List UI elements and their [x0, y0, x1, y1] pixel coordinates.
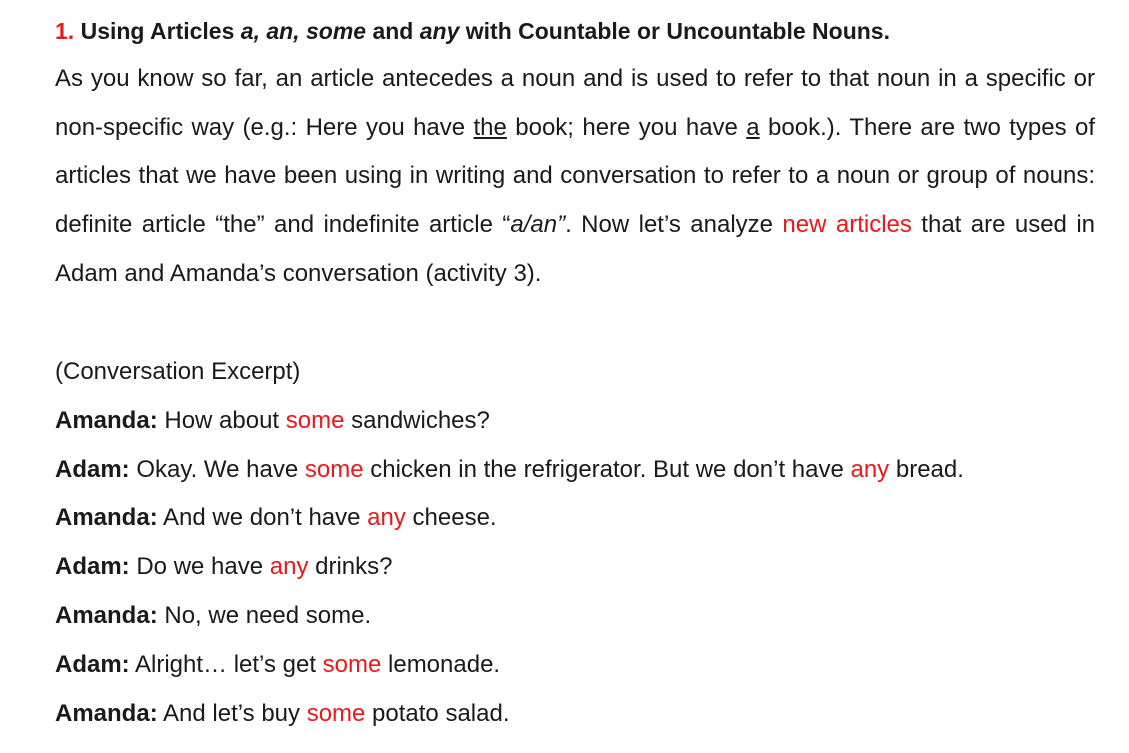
dialogue-text: Okay. We have	[129, 456, 305, 483]
dialogue-text: chicken in the refrigerator. But we don’t have	[363, 456, 851, 483]
dialogue-line	[55, 552, 393, 582]
dialogue-text: Alright… let’s get	[129, 651, 323, 678]
article-highlight: any	[850, 456, 890, 483]
article-highlight: some	[322, 651, 382, 678]
underlined-a: a	[746, 114, 760, 141]
heading-number: 1.	[55, 18, 75, 44]
dialogue-line	[55, 699, 509, 729]
speaker-name: Amanda:	[55, 504, 158, 531]
dialogue-text: And let’s buy	[157, 700, 307, 727]
dialogue-text: cheese.	[405, 504, 497, 531]
dialogue-line	[55, 601, 371, 631]
intro-line-3: articles that we have been using in writing and conversation to refer to a noun or group of nouns:	[55, 162, 1095, 189]
excerpt-title: (Conversation Excerpt)	[55, 358, 301, 385]
dialogue-text: sandwiches?	[344, 407, 490, 434]
dialogue-line	[55, 503, 497, 533]
dialogue-text: drinks?	[308, 553, 393, 580]
speaker-name: Amanda:	[55, 407, 158, 434]
intro-line-2	[55, 113, 1095, 143]
intro-line-4-text-a: definite article “the” and indefinite article “	[55, 211, 511, 238]
speaker-name: Adam:	[55, 456, 130, 483]
speaker-name: Amanda:	[55, 700, 158, 727]
dialogue-line	[55, 650, 500, 680]
speaker-name: Adam:	[55, 553, 130, 580]
article-highlight: some	[304, 456, 364, 483]
intro-line-2-text-a: non-specific way (e.g.: Here you have	[55, 114, 474, 141]
underlined-the: the	[473, 114, 507, 141]
dialogue-text: No, we need some.	[157, 602, 372, 629]
intro-line-4-text-c: that are used in	[911, 211, 1095, 238]
article-highlight: any	[367, 504, 406, 531]
section-heading	[55, 16, 890, 46]
heading-emphasis-1: a, an, some	[240, 18, 367, 44]
article-highlight: some	[285, 407, 345, 434]
heading-text-3: with Countable or Uncountable Nouns.	[459, 18, 890, 44]
heading-text-1: Using Articles	[80, 18, 241, 44]
intro-line-2-text-b: book; here you have	[506, 114, 747, 141]
new-articles-highlight: new articles	[782, 211, 912, 238]
intro-line-4	[55, 210, 1095, 240]
heading-emphasis-2: any	[419, 18, 460, 44]
dialogue-text: bread.	[889, 456, 964, 483]
speaker-name: Amanda:	[55, 602, 158, 629]
intro-line-4-text-b: . Now let’s analyze	[565, 211, 783, 238]
dialogue-text: Do we have	[129, 553, 270, 580]
speaker-name: Adam:	[55, 651, 130, 678]
intro-line-4-emphasis: a/an”	[510, 211, 566, 238]
intro-line-1: As you know so far, an article antecedes a noun and is used to refer to that noun in a specific or	[55, 65, 1095, 92]
article-highlight: some	[306, 700, 366, 727]
intro-line-5: Adam and Amanda’s conversation (activity 3).	[55, 260, 542, 287]
intro-line-2-text-c: book.). There are two types of	[759, 114, 1095, 141]
dialogue-text: lemonade.	[381, 651, 501, 678]
heading-text-2: and	[366, 18, 420, 44]
dialogue-text: And we don’t have	[157, 504, 368, 531]
dialogue-text: potato salad.	[365, 700, 510, 727]
dialogue-text: How about	[157, 407, 286, 434]
dialogue-line	[55, 406, 490, 436]
dialogue-line	[55, 455, 964, 485]
article-highlight: any	[269, 553, 309, 580]
